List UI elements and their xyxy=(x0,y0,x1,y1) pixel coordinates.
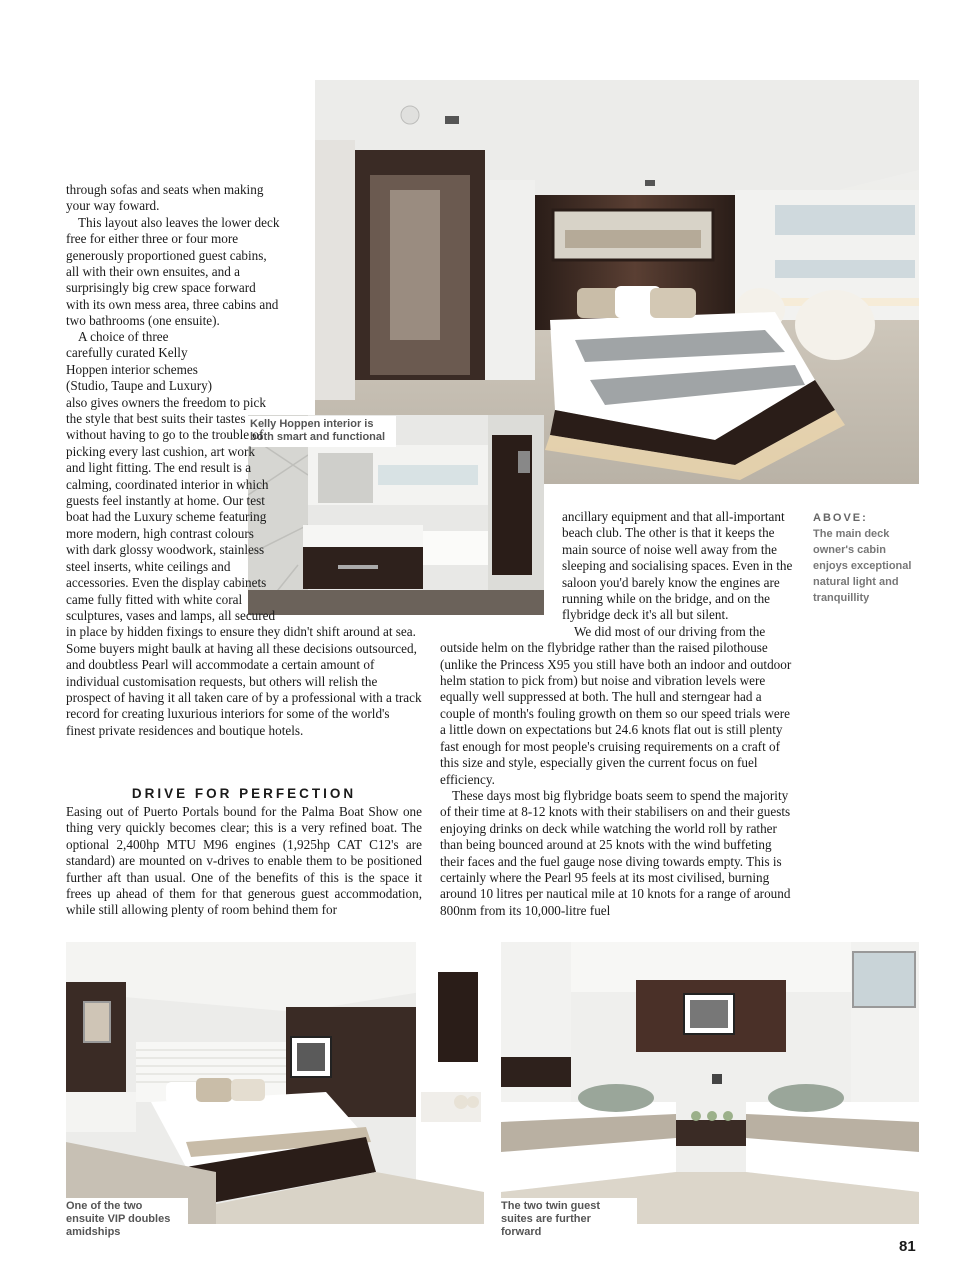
col2-paragraph-0: ancillary equipment and that all-important beach club. The other is that it keeps the main source of noise well away from the sleeping and socialising spaces. Even in the saloon you'd barely know the engines are running while on the bridge, and on the flybridge deck it's all but silent. xyxy=(562,509,793,623)
narrow-wrap xyxy=(66,182,282,330)
bathroom-photo-intrusion xyxy=(276,393,422,611)
vip-caption-text: One of the two ensuite VIP doubles amidships xyxy=(66,1200,171,1238)
vip-double-illustration xyxy=(66,942,484,1224)
col1-paragraph-2: A choice of three carefully curated Kelly Hoppen interior schemes (Studio, Taupe and Luxury) also gives owners the freedom to pick the style that best suits their tastes without having to go to the trouble of picking every last cushion, art work and light fitting. The end result is a calming, coordinated interior in which guests feel instantly at home. Our test boat had the Luxury scheme featuring more modern, high contrast colours with dark glossy woodwork, stainless steel inserts, white ceilings and accessories. Even the display cabinets came fully fitted with white coral sculptures, vases and lamps, all secured in place by hidden fixings to ensure they didn't shift around at sea. Some buyers might baulk at having all these decisions outsourced, and doubtless Pearl will accommodate a certain amount of individual customisation requests, but others will relish the prospect of having it all taken care of by a professional with a track record for creating luxurious interiors for some of the world's finest private residences and boutique hotels. xyxy=(66,329,422,738)
column-1-middle xyxy=(66,329,422,739)
main-photo-intrusion xyxy=(216,329,422,393)
twin-caption-text: The two twin guest suites are further forward xyxy=(501,1200,600,1238)
caption-above-text: The main deck owner's cabin enjoys exceptional natural light and tranquillity xyxy=(813,528,912,604)
caption-above-label: ABOVE: xyxy=(813,512,868,524)
main-photo-caption xyxy=(813,510,923,606)
section-heading: DRIVE FOR PERFECTION xyxy=(131,786,357,801)
twin-caption xyxy=(501,1198,637,1242)
bathroom-photo-intrusion-2 xyxy=(440,509,562,639)
column-1-upper xyxy=(66,182,422,330)
col1-paragraph-0: through sofas and seats when making your way foward. xyxy=(66,182,264,214)
bathroom-caption-text: Kelly Hoppen interior is both smart and functional xyxy=(250,418,386,443)
col1-paragraph-3: Easing out of Puerto Portals bound for the Palma Boat Show one thing very quickly becomes clear; this is a very refined boat. The optional 2,400hp MTU M96 engines (1,925hp CAT C12's are standard) are mounted on v-drives to enable them to be positioned further aft than usual. One of the benefits of this is the space it frees up ahead of them for that generous guest accommodation, while still allowing plenty of room behind them for xyxy=(66,804,422,918)
twin-suite-photo xyxy=(501,942,919,1224)
col1-paragraph-1: This layout also leaves the lower deck free for either three or four more generously proportioned guest cabins, all with their own ensuites, and a surprisingly big crew space forward with its own mess area, three cabins and two bathrooms (one ensuite). xyxy=(66,214,280,329)
col2-paragraph-2: These days most big flybridge boats seem to spend the majority of their time at 8-12 knots with their stabilisers on and their guests enjoying drinks on deck while watching the world roll by rather than being bounced around at 25 knots with the wind buffeting their faces and the fuel gauge nose diving towards empty. This is certainly where the Pearl 95 feels at its most civilised, burning around 10 litres per nautical mile at 10 knots for a range of around 800nm from its 10,000-litre fuel xyxy=(440,787,791,918)
vip-caption xyxy=(66,1198,188,1242)
col2-paragraph-1: We did most of our driving from the outside helm on the flybridge rather than the raised pilothouse (unlike the Princess X95 you still have both an indoor and outdoor helm station to pick from) but noise and vibration levels were equally well suppressed at both. The hull and sterngear had a couple of month's fouling growth on them so our speed trials were a little down on expectations but 24.6 knots flat out is still plenty fast enough for most people's cruising requirements on a craft of this size and style, especially given the current focus on fuel efficiency. xyxy=(440,623,792,787)
twin-suite-illustration xyxy=(501,942,919,1224)
column-1-lower xyxy=(66,804,422,919)
column-2 xyxy=(440,509,798,919)
vip-double-photo xyxy=(66,942,484,1224)
page-number: 81 xyxy=(899,1238,916,1255)
